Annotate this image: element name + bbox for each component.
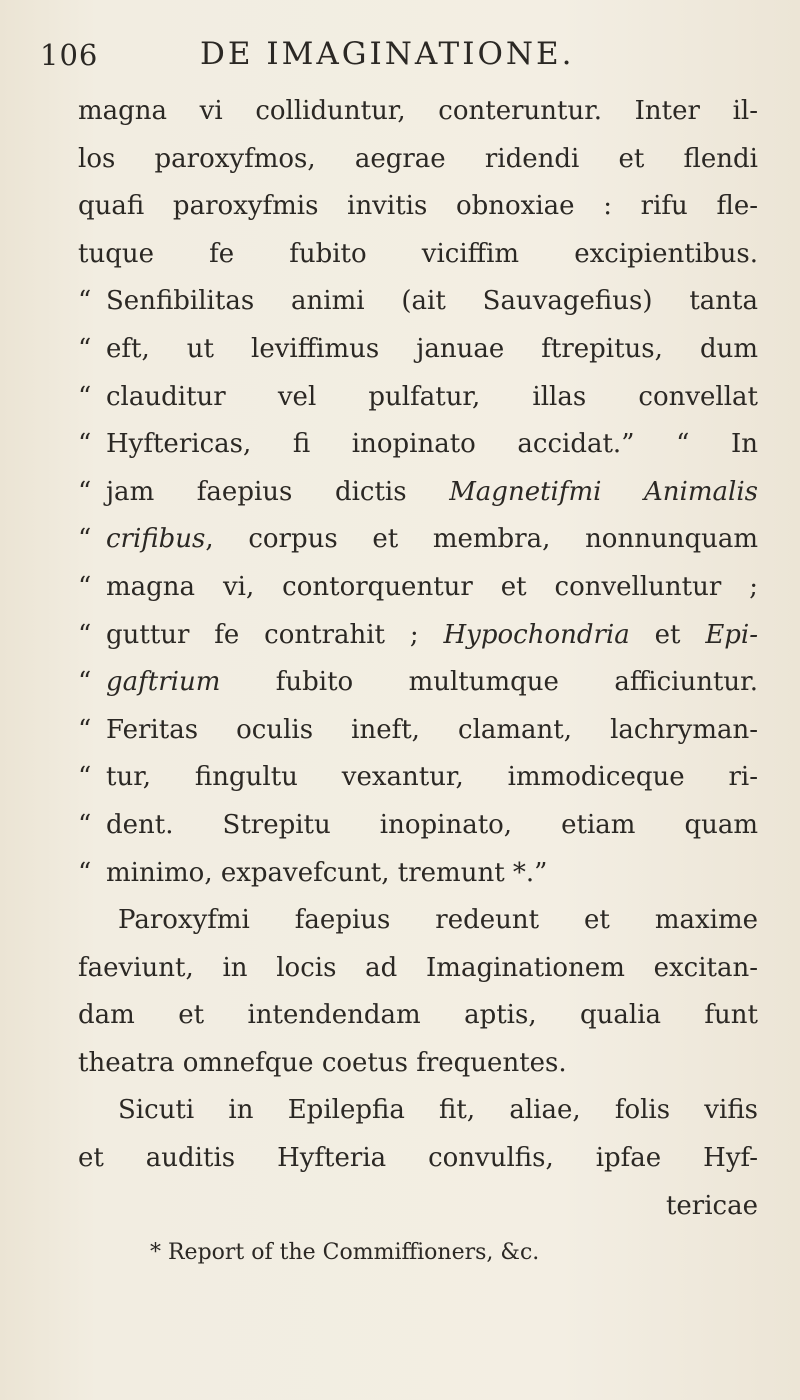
quote-mark: “	[78, 381, 92, 412]
quoted-line	[78, 754, 758, 802]
quoted-line	[78, 278, 758, 326]
text-line: et auditis Hyfteria convulfis, ipfae Hyf-	[78, 1143, 758, 1174]
line-text: fubito multumque afficiuntur.	[275, 667, 758, 698]
quoted-line	[78, 659, 758, 707]
quoted-line	[78, 612, 758, 660]
page-number: 106	[40, 38, 99, 72]
quote-mark: “	[78, 857, 92, 888]
line-text: minimo, expavefcunt, tremunt *.”	[106, 857, 548, 888]
text-line: magna vi colliduntur, conteruntur. Inter il-	[78, 96, 758, 126]
line-text: Hyftericas, fi inopinato accidat.” “ In	[106, 429, 758, 460]
italic-term: Hypochondria	[443, 619, 630, 650]
text-line: Sicuti in Epilepfia fit, aliae, folis vifis	[118, 1095, 758, 1126]
quoted-line	[78, 326, 758, 374]
quote-mark: “	[78, 667, 92, 698]
running-head: DE IMAGINATIONE.	[200, 36, 575, 72]
quote-mark: “	[78, 762, 92, 793]
text-line: faeviunt, in locis ad Imaginationem excitan-	[78, 952, 758, 983]
line-text: et	[654, 619, 681, 650]
page-header	[40, 28, 760, 78]
quote-mark: “	[78, 333, 92, 364]
text-line: theatra omnefque coetus frequentes.	[78, 1047, 567, 1078]
quote-mark: “	[78, 286, 92, 317]
line-text: Senfibilitas animi (ait Sauvagefius) tanta	[106, 286, 758, 317]
italic-term: gaftrium	[106, 667, 221, 698]
quoted-line	[78, 564, 758, 612]
quote-mark: “	[78, 619, 92, 650]
line-text: jam faepius dictis	[106, 476, 407, 507]
body-text	[78, 88, 758, 1230]
line-text: eft, ut leviffimus januae ftrepitus, dum	[106, 333, 758, 364]
quoted-line	[78, 421, 758, 469]
line-text: Feritas oculis ineft, clamant, lachryman-	[106, 714, 758, 745]
quote-mark: “	[78, 476, 92, 507]
italic-term: Epi-	[705, 619, 758, 650]
text-line: los paroxyfmos, aegrae ridendi et flendi	[78, 143, 758, 174]
line-text: dent. Strepitu inopinato, etiam quam	[106, 809, 758, 840]
quote-mark: “	[78, 429, 92, 460]
line-text: guttur fe contrahit ;	[106, 619, 419, 650]
italic-term: Magnetifmi Animalis	[449, 476, 758, 507]
line-text: magna vi, contorquentur et convelluntur ;	[106, 571, 758, 602]
catchword: tericae	[665, 1190, 758, 1221]
quote-mark: “	[78, 524, 92, 555]
text-line: quafi paroxyfmis invitis obnoxiae : rifu fle-	[78, 191, 758, 222]
quote-mark: “	[78, 809, 92, 840]
text-line: Paroxyfmi faepius redeunt et maxime	[118, 905, 758, 936]
quote-mark: “	[78, 571, 92, 602]
line-text: clauditur vel pulfatur, illas convellat	[106, 381, 758, 412]
text-line: dam et intendendam aptis, qualia funt	[78, 1000, 758, 1031]
quoted-line	[78, 707, 758, 755]
quoted-line	[78, 516, 758, 564]
quoted-line	[78, 850, 758, 898]
quote-mark: “	[78, 714, 92, 745]
quoted-line	[78, 374, 758, 422]
footnote: * Report of the Commiffioners, &c.	[150, 1240, 540, 1265]
quoted-line	[78, 802, 758, 850]
line-text: , corpus et membra, nonnunquam	[205, 524, 758, 555]
italic-term: crifibus	[106, 524, 206, 555]
text-line: tuque fe fubito viciffim excipientibus.	[78, 238, 758, 269]
quoted-line	[78, 469, 758, 517]
line-text: tur, fingultu vexantur, immodiceque ri-	[106, 762, 758, 793]
